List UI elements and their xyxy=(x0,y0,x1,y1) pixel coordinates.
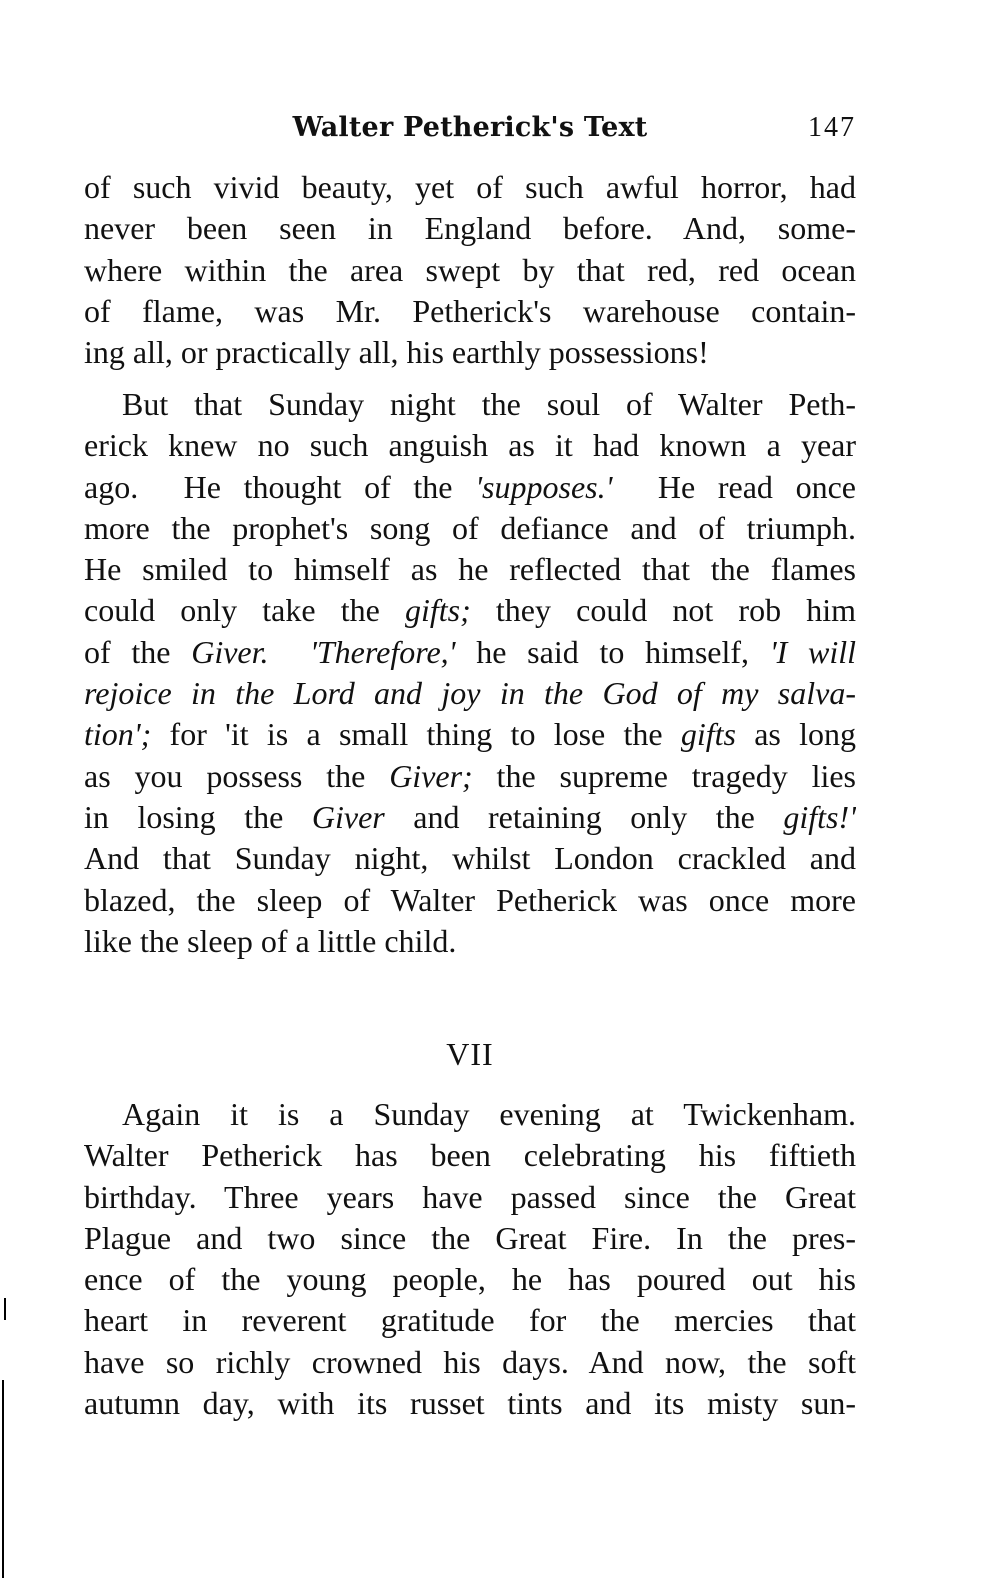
text-line: And that Sunday night, whilst London crackled and xyxy=(84,840,856,877)
text-line: He smiled to himself as he reflected that the flames xyxy=(84,551,856,588)
paragraph-twickenham xyxy=(84,1094,856,1424)
text-run: ago. He thought of the xyxy=(84,468,476,505)
text-line: Again it is a Sunday evening at Twickenham. xyxy=(122,1096,856,1132)
italic-text: gifts xyxy=(680,716,736,753)
text-line xyxy=(84,590,856,631)
text-line: of flame, was Mr. Petherick's warehouse contain- xyxy=(84,292,856,329)
italic-text: tion'; xyxy=(84,716,152,753)
text-run: as you possess the xyxy=(84,757,390,794)
running-head xyxy=(84,108,856,148)
text-line xyxy=(84,467,856,508)
text-line xyxy=(84,632,856,673)
italic-text: Giver xyxy=(311,798,385,835)
text-line: erick knew no such anguish as it had known a year xyxy=(84,427,856,464)
text-run: He read once xyxy=(612,468,856,505)
text-line xyxy=(84,714,856,755)
text-line: of such vivid beauty, yet of such awful horror, had xyxy=(84,169,856,205)
running-title: Walter Petherick's Text xyxy=(292,112,648,143)
section-heading: VII xyxy=(446,1036,494,1072)
text-line: But that Sunday night the soul of Walter Peth- xyxy=(122,386,856,422)
text-run: he said to himself, xyxy=(455,633,770,670)
italic-text: gifts!' xyxy=(783,798,856,835)
italic-text: 'I will xyxy=(769,633,856,670)
text-line: birthday. Three years have passed since the Great xyxy=(84,1178,856,1215)
text-run: and retaining only the xyxy=(384,798,784,835)
text-line xyxy=(84,797,856,838)
text-line: Walter Petherick has been celebrating his fiftieth xyxy=(84,1137,856,1174)
italic-text: 'supposes.' xyxy=(475,468,613,505)
text-run: as long xyxy=(735,716,856,753)
text-line: heart in reverent gratitude for the mercies that xyxy=(84,1302,856,1339)
text-line: like the sleep of a little child. xyxy=(84,922,457,959)
italic-text: 'Therefore,' xyxy=(310,633,456,670)
scan-edge-line xyxy=(2,1380,4,1578)
text-run xyxy=(269,634,310,670)
text-line: never been seen in England before. And, some- xyxy=(84,210,856,247)
text-line: blazed, the sleep of Walter Petherick was once more xyxy=(84,881,856,918)
italic-text: Giver. xyxy=(191,633,269,670)
italic-text: Giver; xyxy=(389,757,473,794)
text-line: ence of the young people, he has poured out his xyxy=(84,1261,856,1298)
italic-text: gifts; xyxy=(404,592,471,629)
text-line: have so richly crowned his days. And now, the soft xyxy=(84,1343,856,1380)
text-run: the supreme tragedy lies xyxy=(472,757,856,794)
text-run: they could not rob him xyxy=(470,592,856,629)
text-run: of the xyxy=(84,633,192,670)
text-line xyxy=(84,756,856,797)
text-line: Plague and two since the Great Fire. In the pres- xyxy=(84,1219,856,1256)
text-line: more the prophet's song of defiance and of triumph. xyxy=(84,509,856,546)
text-run: in losing the xyxy=(84,798,312,835)
text-line: rejoice in the Lord and joy in the God of my salva- xyxy=(84,675,856,712)
page-number: 147 xyxy=(808,112,856,143)
paragraph-sunday-night xyxy=(84,384,856,962)
text-line: where within the area swept by that red, red ocean xyxy=(84,251,856,288)
scan-edge-mark xyxy=(4,1298,6,1320)
text-run: could only take the xyxy=(84,592,405,629)
paragraph-continued xyxy=(84,167,856,373)
text-run: for 'it is a small thing to lose the xyxy=(151,716,681,753)
text-line: autumn day, with its russet tints and its misty sun- xyxy=(84,1385,856,1422)
text-line: ing all, or practically all, his earthly possessions! xyxy=(84,334,709,371)
